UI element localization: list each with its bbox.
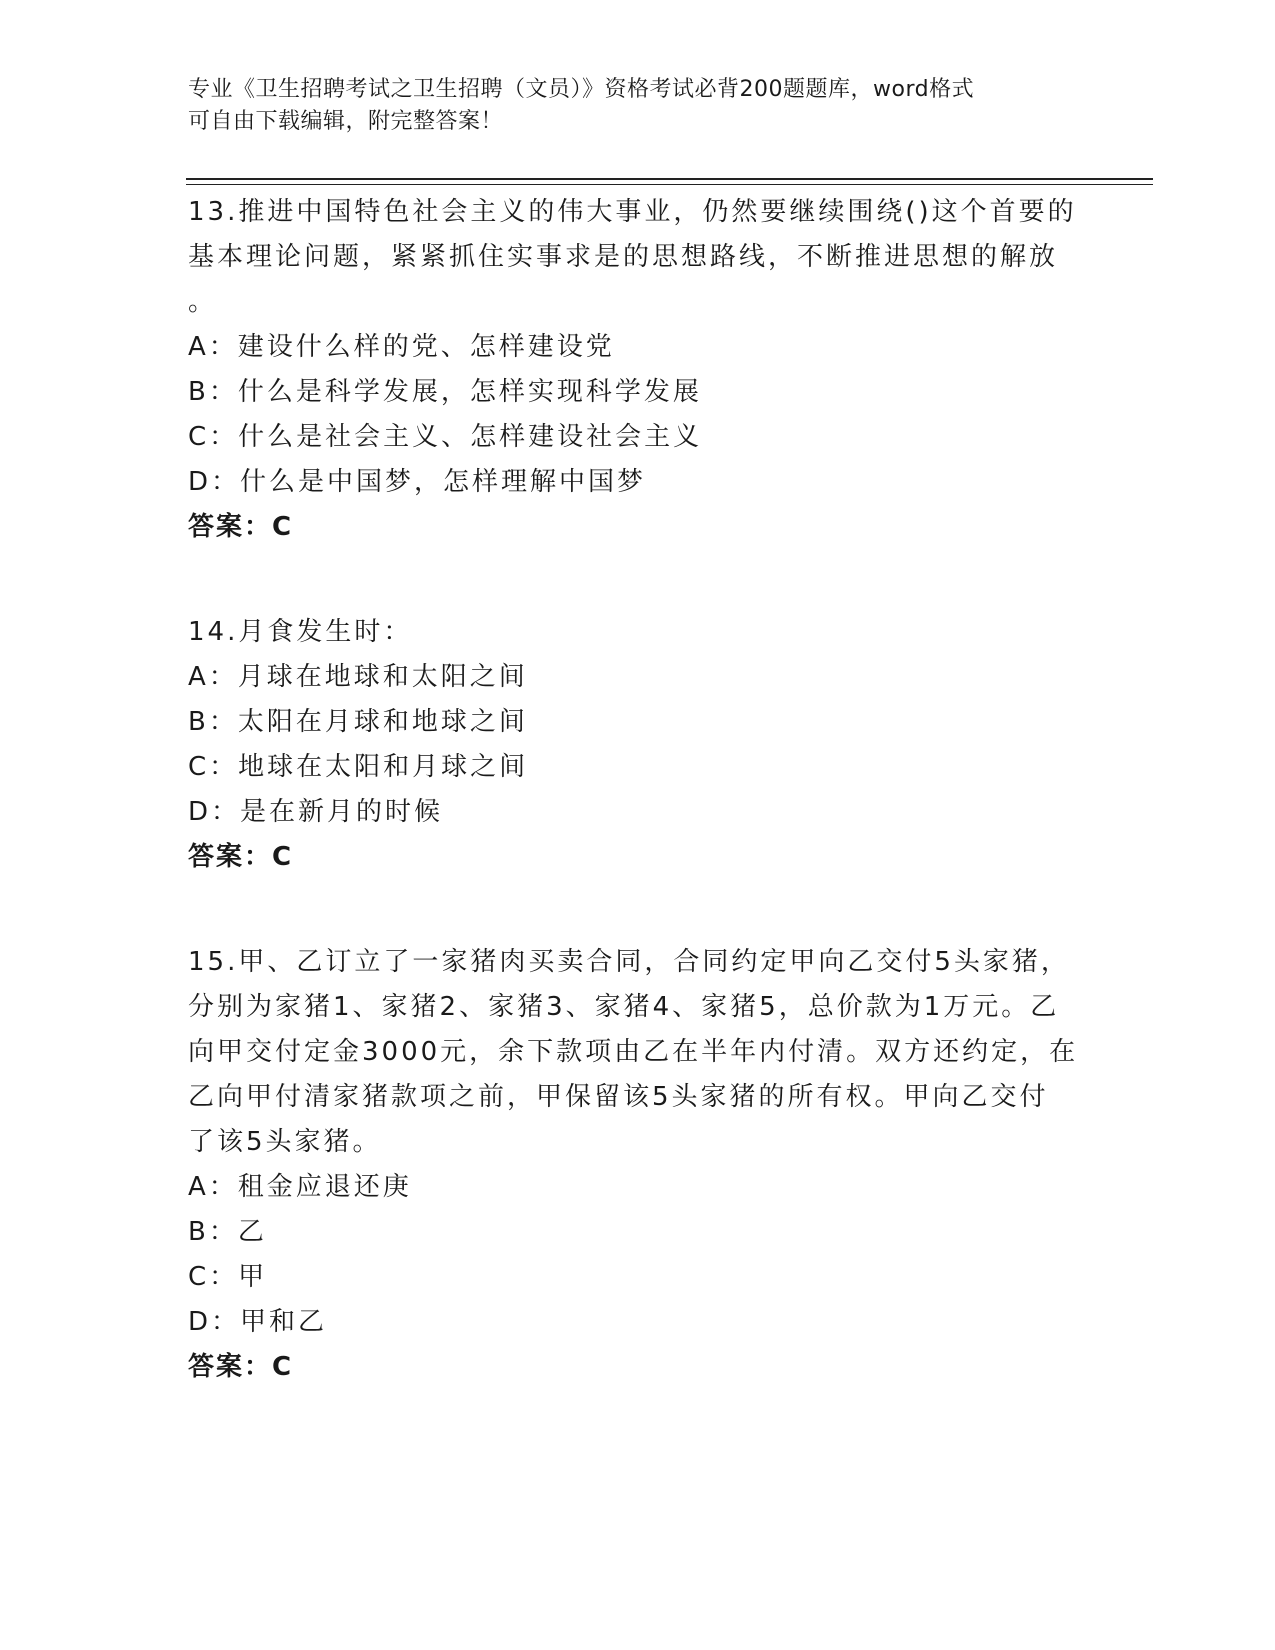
- question-13: [188, 190, 1088, 550]
- question-stem-line: 13.推进中国特色社会主义的伟大事业，仍然要继续围绕()这个首要的: [188, 197, 1077, 227]
- option-a: A：租金应退还庚: [188, 1172, 412, 1202]
- header-line-2: 可自由下载编辑，附完整答案！: [188, 109, 504, 134]
- option-c: C：地球在太阳和月球之间: [188, 752, 529, 782]
- question-14: [188, 610, 1088, 880]
- option-c: C：什么是社会主义、怎样建设社会主义: [188, 422, 703, 452]
- question-stem-line: 了该5头家猪。: [188, 1127, 382, 1157]
- question-stem-line: 14.月食发生时：: [188, 617, 413, 647]
- header-line-1: 专业《卫生招聘考试之卫生招聘（文员）》资格考试必背200题题库，word格式: [188, 77, 975, 102]
- option-d: D：甲和乙: [188, 1307, 328, 1337]
- option-c: C：甲: [188, 1262, 268, 1292]
- option-a: A：建设什么样的党、怎样建设党: [188, 332, 615, 362]
- option-d: D：是在新月的时候: [188, 797, 444, 827]
- question-stem-line: 分别为家猪1、家猪2、家猪3、家猪4、家猪5，总价款为1万元。乙: [188, 992, 1060, 1022]
- question-stem-line: 。: [188, 287, 218, 317]
- answer: 答案：C: [188, 1352, 294, 1382]
- answer: 答案：C: [188, 512, 294, 542]
- question-list: [188, 190, 1088, 1450]
- option-b: B：乙: [188, 1217, 267, 1247]
- question-stem-line: 15.甲、乙订立了一家猪肉买卖合同，合同约定甲向乙交付5头家猪，: [188, 947, 1070, 977]
- question-stem-line: 基本理论问题，紧紧抓住实事求是的思想路线，不断推进思想的解放: [188, 242, 1059, 272]
- question-stem-line: 向甲交付定金3000元，余下款项由乙在半年内付清。双方还约定，在: [188, 1037, 1079, 1067]
- question-15: [188, 940, 1088, 1390]
- header-rule-thick: [186, 178, 1153, 180]
- header-rule-thin: [186, 184, 1153, 185]
- question-stem-line: 乙向甲付清家猪款项之前，甲保留该5头家猪的所有权。甲向乙交付: [188, 1082, 1049, 1112]
- answer: 答案：C: [188, 842, 294, 872]
- document-header: [188, 74, 1068, 138]
- option-a: A：月球在地球和太阳之间: [188, 662, 528, 692]
- option-b: B：太阳在月球和地球之间: [188, 707, 528, 737]
- option-d: D：什么是中国梦，怎样理解中国梦: [188, 467, 647, 497]
- option-b: B：什么是科学发展，怎样实现科学发展: [188, 377, 702, 407]
